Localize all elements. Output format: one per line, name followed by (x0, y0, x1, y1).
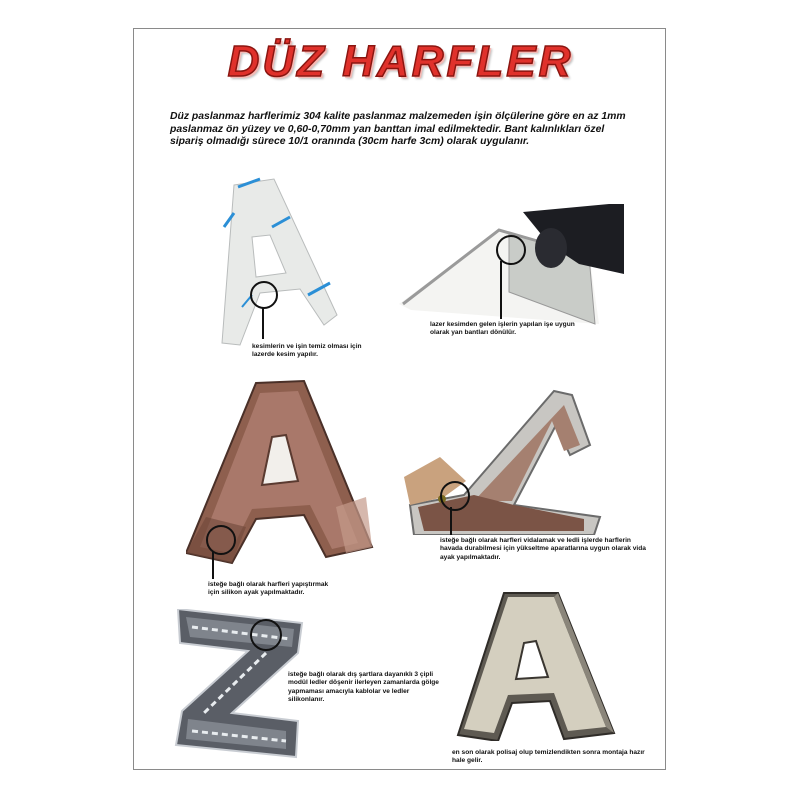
page-title: DÜZ HARFLER (227, 37, 574, 86)
detail-ring (440, 481, 470, 511)
led-z-image (174, 609, 306, 759)
caption-pointer (450, 507, 452, 535)
caption-pointer (262, 307, 264, 339)
detail-ring (206, 525, 236, 555)
detail-ring (250, 619, 282, 651)
intro-paragraph: Düz paslanmaz harflerimiz 304 kalite paslanmaz malzemeden işin ölçülerine göre en az 1mm paslanmaz ön yüzey ve 0,60-0,70mm yan banttan imal edilmektedir. Bant kalınlıkları özel sipariş olmadığı sürece 10/1 oranında (30cm harfe 3cm) olarak uygulanır. (170, 111, 626, 147)
photo-finished-letter (456, 591, 616, 741)
caption-pointer (500, 261, 502, 319)
side-band-image (399, 204, 624, 334)
caption-screw-feet: isteğe bağlı olarak harfleri vidalamak ve ledli işlerde harflerin havada durabilmesi için yükseltme aparatlarına uygun olarak vida ayak yapılmaktadır. (440, 537, 646, 561)
photo-screw-feet (404, 385, 604, 535)
caption-led-modules: isteğe bağlı olarak dış şartlara dayanıklı 3 çipli modül ledler döşenir ilerleyen zamanlarda gölge yapmaması amacıyla kablolar ve ledler silikonlanır. (288, 671, 439, 704)
finished-a-image (456, 591, 616, 741)
poster-sheet (133, 28, 666, 770)
caption-pointer (212, 551, 214, 579)
photo-laser-cut-letter (212, 177, 342, 347)
caption-side-band: lazer kesimden gelen işlerin yapılan işe uygun olarak yan bantları dönülür. (430, 321, 575, 337)
laser-cut-a-image (212, 177, 342, 347)
caption-laser-cut: kesimlerin ve işin temiz olması için lazerde kesim yapılır. (252, 343, 362, 359)
photo-side-band (399, 204, 624, 334)
caption-finished-letter: en son olarak polisaj olup temizlendikten sonra montaja hazır hale gelir. (452, 749, 645, 765)
screw-feet-image (404, 385, 604, 535)
caption-silicone-feet: isteğe bağlı olarak harfleri yapıştırmak için silikon ayak yapılmaktadır. (208, 581, 329, 597)
photo-led-modules (174, 609, 306, 759)
detail-ring (250, 281, 278, 309)
